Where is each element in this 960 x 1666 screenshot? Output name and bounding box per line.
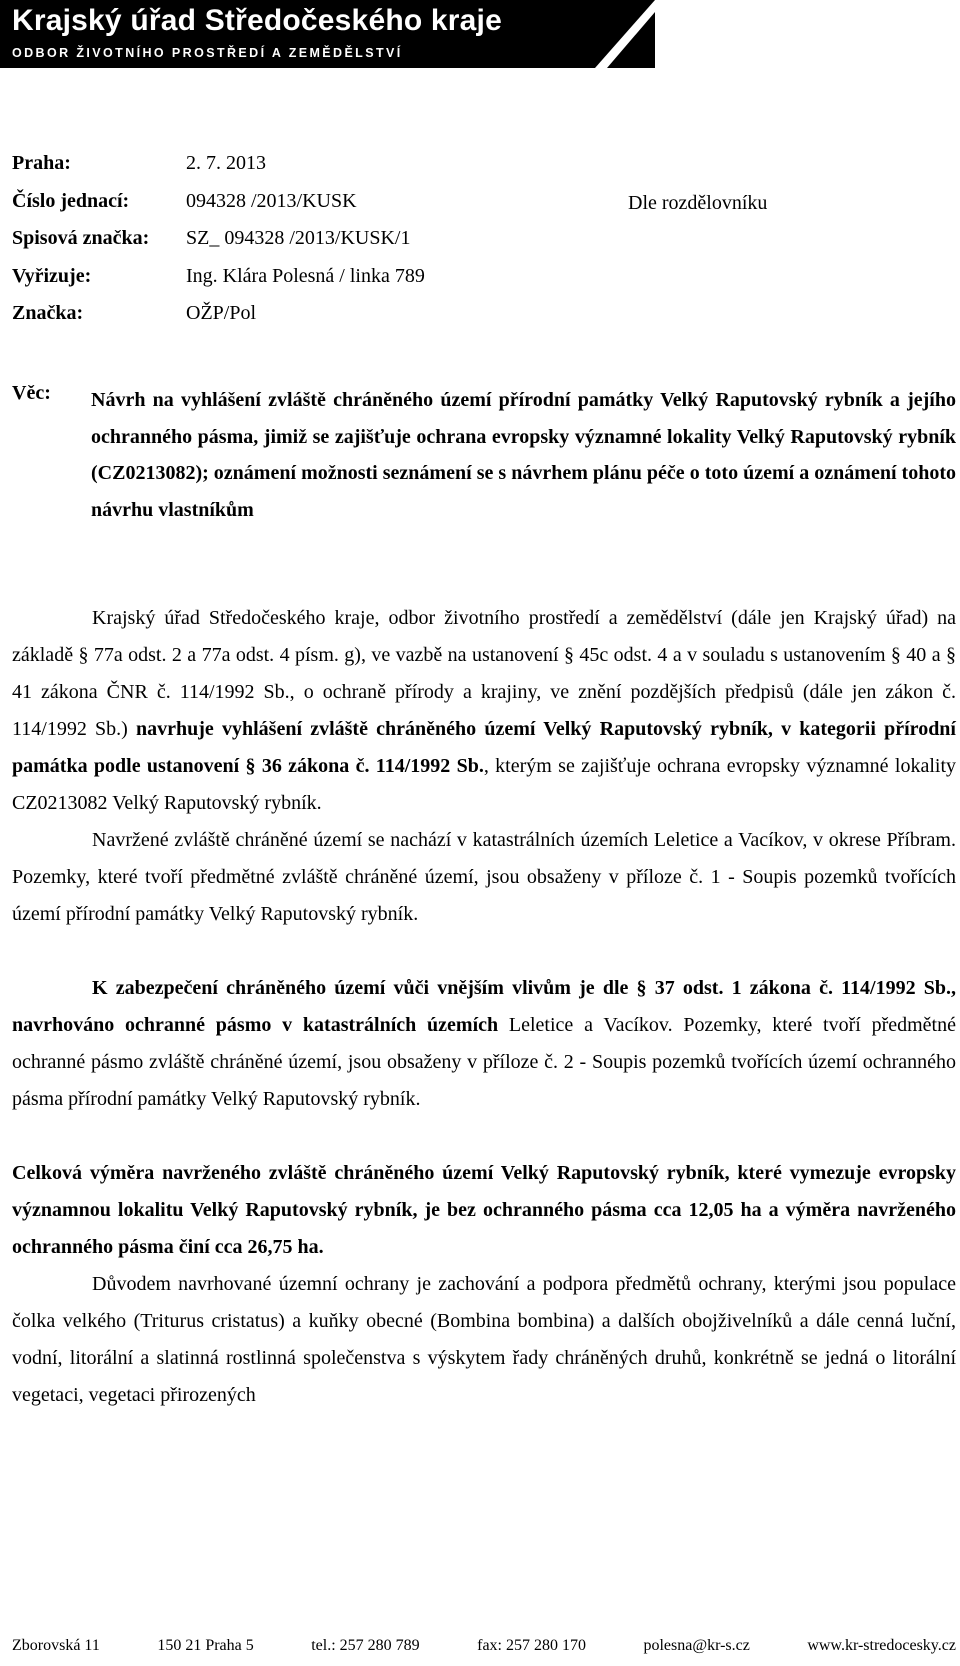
paragraph-text: Leletice a Vacíkov. Pozemky, které tvoří předmětné ochranné pásmo zvláště chráněné území, jsou obsaženy v příloze č. 2 - Soupis pozemků tvořících území ochranného pásma přírodní památky Velký Raputovský rybník. <box>12 1014 956 1110</box>
paragraph-text: , kterým se zajišťuje ochrana evropsky významné lokality CZ0213082 Velký Raputovský rybník. <box>12 755 956 814</box>
meta-label: Praha: <box>12 152 71 174</box>
paragraph-area <box>12 1155 956 1266</box>
subject-label: Věc: <box>12 382 51 404</box>
meta-row-mark <box>12 302 425 340</box>
meta-value: 2. 7. 2013 <box>186 152 266 174</box>
meta-row-reference <box>12 190 425 228</box>
paragraph-location: Navržené zvláště chráněné území se nachází v katastrálních územích Leletice a Vacíkov, v okrese Příbram. Pozemky, které tvoří předmětné zvláště chráněné území, jsou obsaženy v příloze č. 1 - Soupis pozemků tvořících území přírodní památky Velký Raputovský rybník. <box>12 829 956 925</box>
department-subtitle: ODBOR ŽIVOTNÍHO PROSTŘEDÍ A ZEMĚDĚLSTVÍ <box>12 46 403 60</box>
document-metadata <box>12 152 425 340</box>
authority-title: Krajský úřad Středočeského kraje <box>12 4 502 37</box>
meta-label: Číslo jednací: <box>12 189 130 212</box>
subject-text: Návrh na vyhlášení zvláště chráněného území přírodní památky Velký Raputovský rybník a jejího ochranného pásma, jimiž se zajišťuje ochrana evropsky významné lokality Velký Raputovský rybník (CZ0213082); oznámení možnosti seznámení se s návrhem plánu péče o toto území a oznámení tohoto návrhu vlastníkům <box>91 389 956 521</box>
footer-web: www.kr-stredocesky.cz <box>807 1637 956 1654</box>
meta-row-handler <box>12 265 425 303</box>
footer-postal: 150 21 Praha 5 <box>157 1637 254 1654</box>
meta-row-file-mark <box>12 227 425 265</box>
meta-label: Vyřizuje: <box>12 264 92 287</box>
meta-value: SZ_ 094328 /2013/KUSK/1 <box>186 227 411 249</box>
letterhead-band <box>0 0 655 68</box>
paragraph-emphasis: Celková výměra navrženého zvláště chráněného území Velký Raputovský rybník, které vymezuje evropsky významnou lokalitu Velký Raputovský rybník, je bez ochranného pásma cca 12,05 ha a výměra navrženého ochranného pásma činí cca 26,75 ha. <box>12 1162 956 1258</box>
meta-row-date <box>12 152 425 190</box>
letterhead-corner-icon <box>595 0 655 68</box>
footer-fax: fax: 257 280 170 <box>477 1637 586 1654</box>
document-body <box>12 600 956 1414</box>
meta-label: Značka: <box>12 302 84 324</box>
meta-value: 094328 /2013/KUSK <box>186 189 357 212</box>
meta-value: OŽP/Pol <box>186 302 257 324</box>
footer-email: polesna@kr-s.cz <box>643 1637 750 1654</box>
recipient: Dle rozdělovníku <box>628 192 768 214</box>
page-footer <box>12 1637 956 1655</box>
footer-phone: tel.: 257 280 789 <box>311 1637 420 1654</box>
meta-label: Spisová značka: <box>12 227 150 249</box>
paragraph-text: Krajský úřad Středočeského kraje, odbor životního prostředí a zemědělství (dále jen Krajský úřad) na základě § 77a odst. 2 a 77a odst. 4 písm. g), ve vazbě na ustanovení § 45c odst. 4 a v souladu s ustanovením § 40 a § 41 zákona ČNR č. 114/1992 Sb., o ochraně přírody a krajiny, ve znění pozdějších předpisů (dále jen zákon č. 114/1992 Sb.) <box>12 607 956 740</box>
paragraph-buffer-zone <box>12 970 956 1118</box>
paragraph-reason: Důvodem navrhované územní ochrany je zachování a podpora předmětů ochrany, kterými jsou populace čolka velkého (Triturus cristatus) a kuňky obecné (Bombina bombina) a dalších obojživelníků a dále cenná luční, vodní, litorální a slatinná rostlinná společenstva s výskytem řady chráněných druhů, konkrétně se jedná o litorální vegetaci, vegetaci přirozených <box>12 1273 956 1406</box>
footer-address: Zborovská 11 <box>12 1637 100 1654</box>
meta-value: Ing. Klára Polesná / linka 789 <box>186 264 425 287</box>
paragraph-legal-basis <box>12 600 956 822</box>
paragraph-emphasis: navrhuje vyhlášení zvláště chráněného území Velký Raputovský rybník, v kategorii přírodní památka podle ustanovení § 36 zákona č. 114/1992 Sb. <box>12 718 956 777</box>
paragraph-emphasis: K zabezpečení chráněného území vůči vnějším vlivům je dle § 37 odst. 1 zákona č. 114/1992 Sb., navrhováno ochranné pásmo v katastrálních územích <box>12 977 956 1036</box>
